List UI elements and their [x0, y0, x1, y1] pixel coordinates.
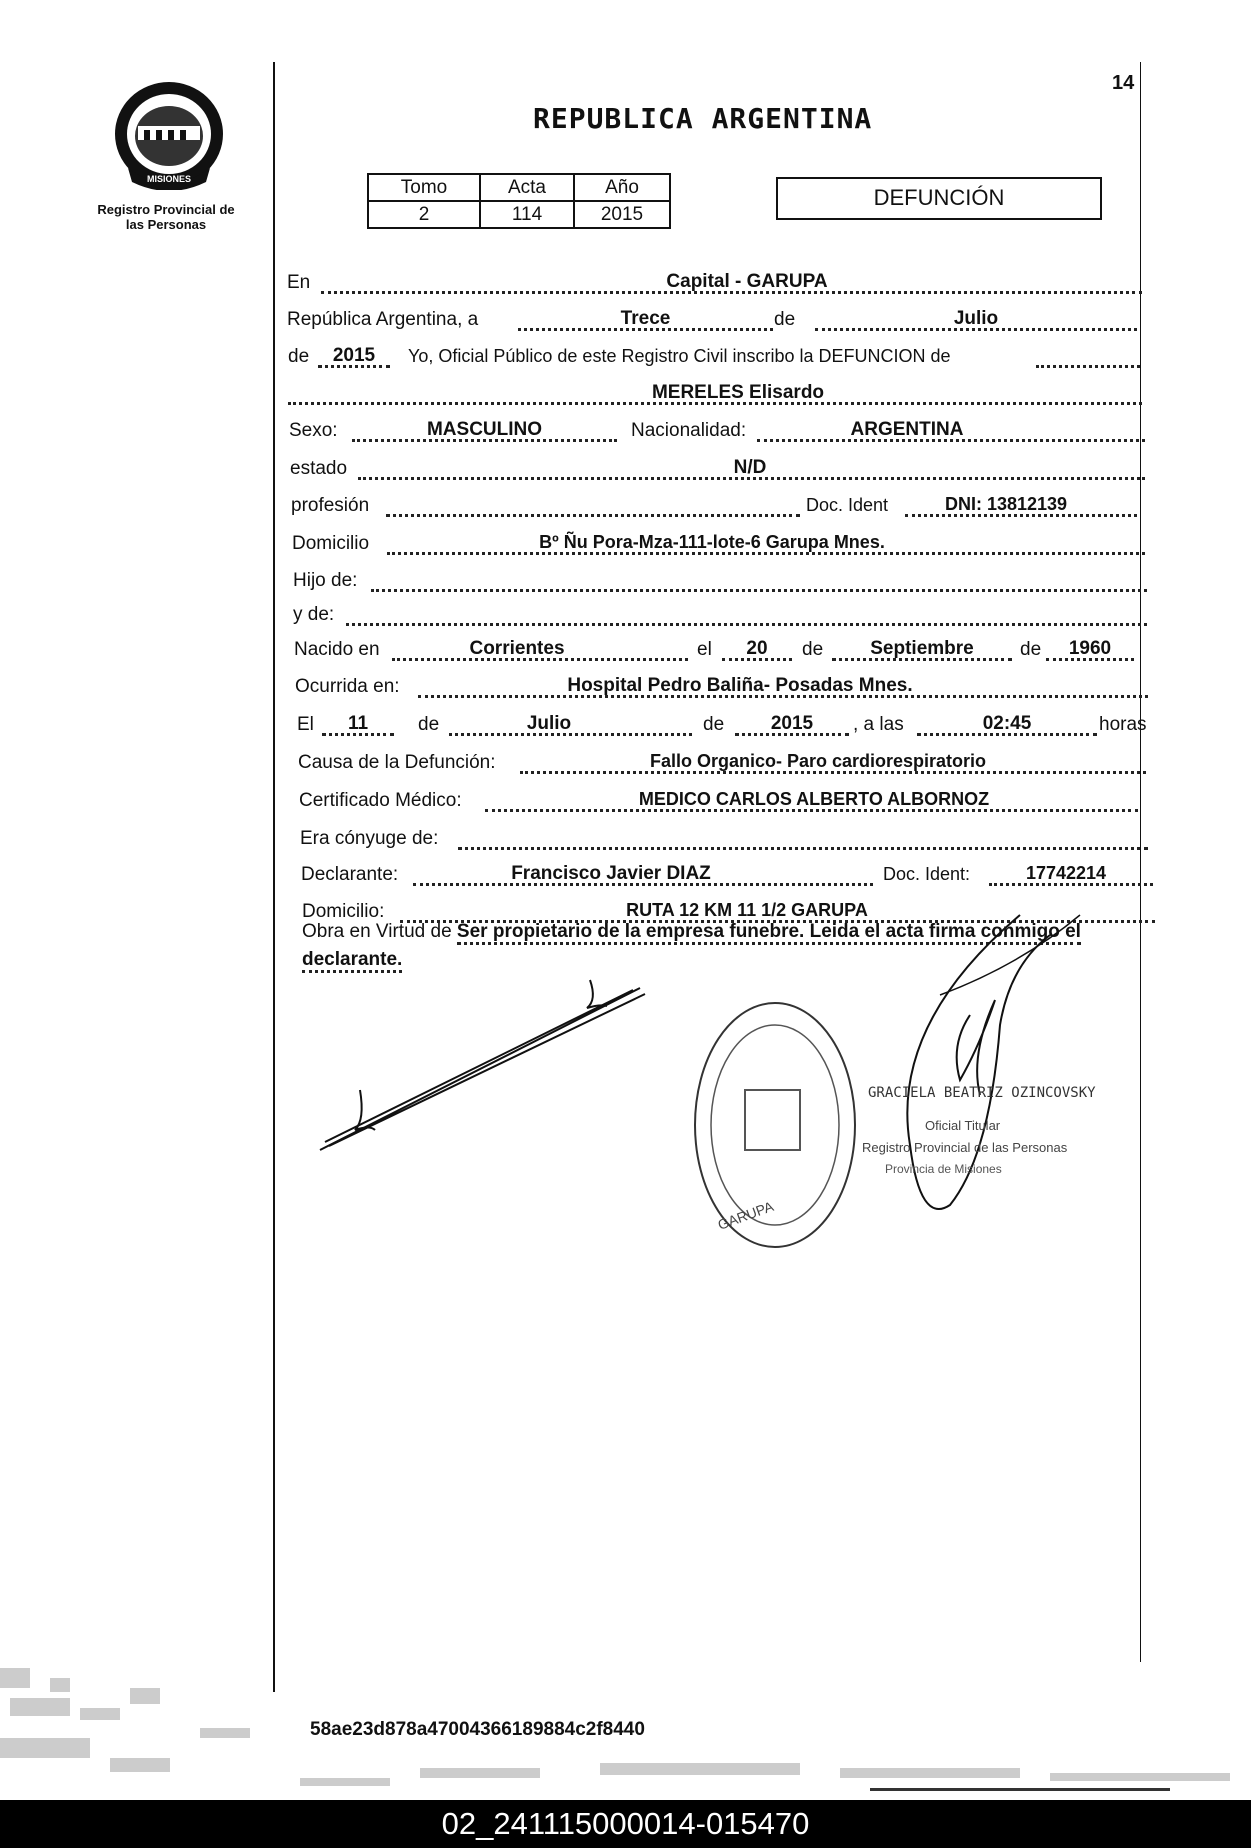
declarant-signature: [315, 970, 655, 1160]
label-de: de: [774, 309, 796, 330]
label-conyuge: Era cónyuge de:: [300, 828, 439, 849]
field-row-republica: [287, 309, 1137, 335]
label-republica: República Argentina, a: [287, 309, 479, 330]
field-row-sexo: [289, 420, 1145, 446]
stamp-province-line: Provincia de Misiones: [885, 1162, 1002, 1176]
value-nac-anio: 1960: [1068, 638, 1112, 659]
field-row-ocurrida: [295, 676, 1148, 702]
org-name: [86, 202, 246, 232]
value-nacido: Corrientes: [469, 638, 565, 659]
page-number: 14: [1112, 72, 1135, 94]
label-certificado: Certificado Médico:: [299, 790, 462, 811]
left-margin-line: [273, 62, 275, 1692]
value-ocurrida: Hospital Pedro Baliña- Posadas Mnes.: [567, 675, 913, 696]
dotted-line: [458, 847, 1148, 850]
label-sexo: Sexo:: [289, 420, 338, 441]
label-domicilio: Domicilio: [292, 533, 370, 554]
field-row-nacido: [294, 639, 1134, 665]
value-def-anio: 2015: [770, 713, 814, 734]
field-row-fecha-defuncion: [297, 714, 1149, 740]
table-cell-acta: 114: [480, 201, 574, 228]
table-header-anio: Año: [574, 174, 670, 201]
table-cell-anio: 2015: [574, 201, 670, 228]
official-signature: [850, 905, 1090, 1245]
dotted-line: [1036, 365, 1140, 368]
org-name-line2: las Personas: [125, 217, 207, 232]
value-def-dia: 11: [347, 713, 369, 734]
field-row-estado: [290, 458, 1145, 484]
value-def-mes: Julio: [526, 713, 572, 734]
label-horas: horas: [1099, 714, 1147, 735]
value-doc-ident2: 17742214: [1025, 863, 1107, 883]
table-header-tomo: Tomo: [368, 174, 480, 201]
province-emblem-seal: [108, 78, 250, 190]
document-hash: 58ae23d878a47004366189884c2f8440: [310, 1719, 645, 1740]
label-profesion: profesión: [291, 495, 370, 516]
value-nombre: MERELES Elisardo: [651, 382, 825, 403]
label-nac-de2: de: [1020, 639, 1042, 660]
value-nac-mes: Septiembre: [870, 638, 974, 659]
value-nac-dia: 20: [746, 638, 768, 659]
label-hijo: Hijo de:: [293, 570, 358, 591]
label-anio: de: [288, 346, 310, 367]
label-ocurrida: Ocurrida en:: [295, 676, 400, 697]
value-estado: N/D: [733, 457, 767, 478]
value-obra-line1: Ser propietario de la empresa funebre. Leida el acta firma conmigo el: [457, 921, 1081, 945]
label-doc-ident: Doc. Ident: [806, 495, 889, 515]
field-row-hijo: [293, 570, 1147, 596]
value-obra-line2: declarante.: [302, 949, 402, 973]
dotted-line: [386, 514, 800, 517]
value-domicilio: Bº Ñu Pora-Mza-111-lote-6 Garupa Mnes.: [539, 532, 885, 552]
value-declarante: Francisco Javier DIAZ: [511, 863, 711, 884]
svg-text:GARUPA: GARUPA: [715, 1197, 776, 1233]
stamp-role-line: Oficial Titular: [925, 1118, 1001, 1133]
stamp-name-line: GRACIELA BEATRIZ OZINCOVSKY: [868, 1085, 1096, 1101]
label-alas: , a las: [853, 714, 904, 735]
value-doc-ident: DNI: 13812139: [944, 494, 1068, 514]
dotted-line: [346, 623, 1147, 626]
value-anio: 2015: [332, 345, 376, 366]
field-row-domicilio: [292, 533, 1145, 559]
field-row-nombre: [288, 383, 1142, 409]
value-mes: Julio: [953, 308, 999, 329]
value-en: Capital - GARUPA: [666, 271, 828, 292]
field-row-conyuge: [300, 828, 1148, 854]
value-sexo: MASCULINO: [426, 419, 543, 440]
table-cell-tomo: 2: [368, 201, 480, 228]
label-estado: estado: [290, 458, 348, 479]
org-name-line1: Registro Provincial de: [97, 202, 235, 217]
label-def-de: de: [418, 714, 440, 735]
field-row-certificado: [299, 790, 1138, 816]
label-nac-de: de: [802, 639, 824, 660]
field-row-declarante: [301, 864, 1153, 890]
label-obra: Obra en Virtud de: [302, 921, 452, 942]
value-hora: 02:45: [982, 713, 1032, 734]
oficial-text: Yo, Oficial Público de este Registro Civil inscribo la DEFUNCION de: [408, 346, 951, 366]
label-domicilio2: Domicilio:: [302, 901, 385, 922]
value-nacionalidad: ARGENTINA: [850, 419, 964, 440]
label-nacionalidad: Nacionalidad:: [631, 420, 747, 441]
table-header-acta: Acta: [480, 174, 574, 201]
value-domicilio2: RUTA 12 KM 11 1/2 GARUPA: [626, 900, 868, 920]
label-el: el: [697, 639, 712, 660]
reference-table: [367, 173, 671, 229]
label-doc-ident2: Doc. Ident:: [883, 864, 971, 884]
record-type-box: DEFUNCIÓN: [776, 177, 1102, 220]
value-dia: Trece: [620, 308, 671, 329]
svg-text:MISIONES: MISIONES: [146, 174, 192, 184]
field-row-causa: [298, 752, 1146, 778]
label-en: En: [287, 272, 311, 293]
label-causa: Causa de la Defunción:: [298, 752, 496, 773]
label-def-de2: de: [703, 714, 725, 735]
stamp-org-line: Registro Provincial de las Personas: [862, 1140, 1068, 1155]
label-y-de: y de:: [293, 604, 335, 625]
field-row-en: [287, 272, 1142, 298]
field-row-y-de: [293, 604, 1147, 630]
dotted-line: [371, 589, 1147, 592]
field-row-profesion: [291, 495, 1137, 521]
official-round-seal: [690, 1000, 860, 1250]
label-declarante: Declarante:: [301, 864, 399, 885]
right-border-line: [1140, 62, 1141, 1662]
label-el2: El: [297, 714, 314, 735]
label-nacido: Nacido en: [294, 639, 380, 660]
field-row-oficial: [288, 346, 1140, 372]
footer-document-id: 02_241115000014-015470: [0, 1800, 1251, 1848]
value-causa: Fallo Organico- Paro cardiorespiratorio: [649, 751, 987, 771]
value-certificado: MEDICO CARLOS ALBERTO ALBORNOZ: [638, 789, 990, 809]
document-title: REPUBLICA ARGENTINA: [533, 102, 873, 135]
